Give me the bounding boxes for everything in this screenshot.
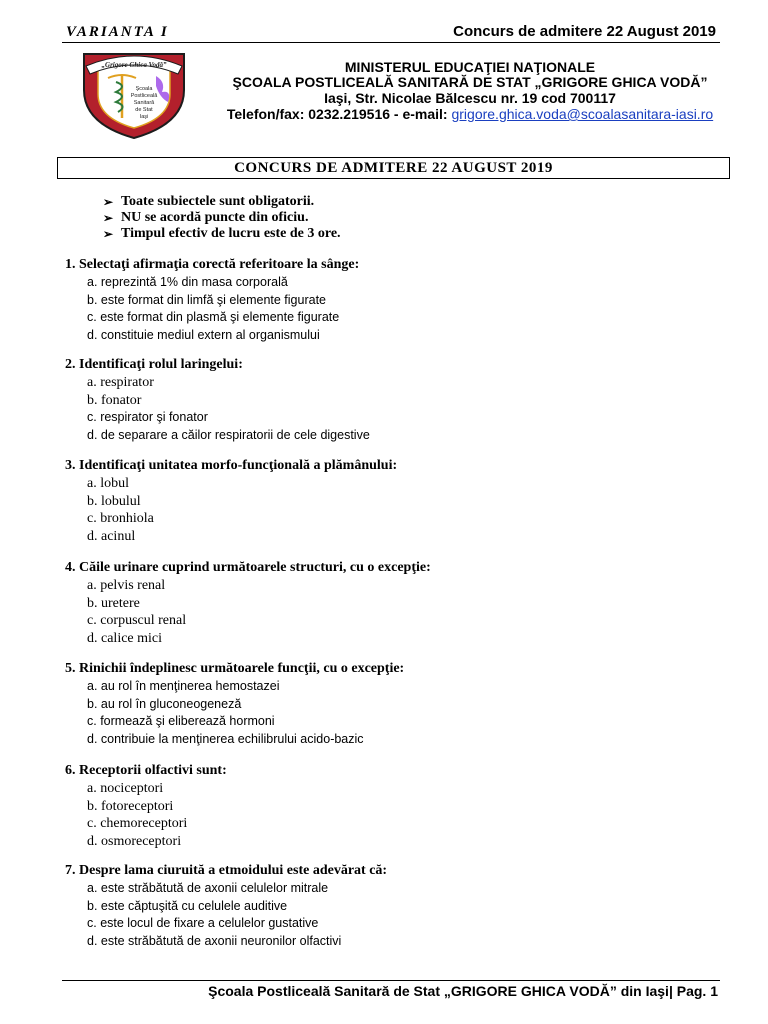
rule-item: ➢ Toate subiectele sunt obligatorii.	[103, 194, 315, 209]
answer-option: c. chemoreceptori	[87, 816, 188, 832]
question-text: 3. Identificaţi unitatea morfo-funcţională a plămânului:	[65, 458, 398, 473]
question-text: 4. Căile urinare cuprind următoarele structuri, cu o excepţie:	[65, 560, 431, 575]
arrow-bullet-icon: ➢	[103, 211, 114, 225]
question-1	[65, 256, 359, 344]
ministry-name: MINISTERUL EDUCAŢIEI NAŢIONALE	[344, 59, 596, 75]
answer-option: d. de separare a căilor respiratorii de cele digestive	[87, 427, 370, 442]
question-6	[65, 762, 227, 850]
answer-option: c. bronhiola	[87, 511, 154, 527]
answer-option: d. calice mici	[87, 630, 163, 646]
logo-text-5: Iaşi	[139, 114, 149, 120]
question-7	[65, 862, 387, 950]
answer-option: b. este căptuşită cu celulele auditive	[87, 898, 288, 913]
logo-text-2: Postliceală	[130, 93, 158, 99]
answer-option: a. pelvis renal	[87, 578, 166, 593]
rule-item: ➢ NU se acordă puncte din oficiu.	[103, 210, 309, 225]
answer-option: d. osmoreceptori	[87, 833, 182, 849]
school-address: Iaşi, Str. Nicolae Bălcescu nr. 19 cod 700117	[324, 90, 616, 106]
answer-option: a. au rol în menţinerea hemostazei	[87, 679, 280, 693]
answer-option: c. este format din plasmă şi elemente figurate	[87, 310, 340, 325]
logo-text-1: Şcoala	[135, 86, 153, 92]
header-divider	[62, 42, 720, 43]
answer-option: b. este format din limfă şi elemente figurate	[87, 292, 327, 307]
question-text: 7. Despre lama ciuruită a etmoidului este adevărat că:	[65, 863, 388, 878]
answer-option: c. respirator şi fonator	[87, 410, 208, 425]
question-4	[65, 559, 431, 647]
question-text: 5. Rinichii îndeplinesc următoarele funcţii, cu o excepţie:	[65, 661, 405, 676]
rules-list	[103, 194, 341, 242]
answer-option: d. acinul	[87, 528, 136, 544]
email-link[interactable]: grigore.ghica.voda@scoalasanitara-iasi.ro	[451, 106, 714, 122]
answer-option: b. uretere	[87, 595, 140, 611]
answer-option: b. au rol în gluconeogeneză	[87, 696, 242, 711]
arrow-bullet-icon: ➢	[103, 195, 114, 209]
footer-divider	[62, 980, 720, 981]
answer-option: b. fonator	[87, 392, 142, 408]
phone-label: Telefon/fax: 0232.219516 - e-mail:	[226, 106, 452, 122]
question-text: 2. Identificaţi rolul laringelui:	[65, 357, 243, 372]
contest-date-header: Concurs de admitere 22 August 2019	[453, 23, 716, 40]
answer-option: a. lobul	[87, 476, 129, 491]
answer-option: b. lobulul	[87, 493, 141, 509]
answer-option: c. formează şi eliberează hormoni	[87, 714, 275, 729]
page-footer: Şcoala Postliceală Sanitară de Stat „GRIGORE GHICA VODĂ” din Iaşi| Pag. 1	[208, 983, 718, 999]
answer-option: a. nociceptori	[87, 781, 164, 796]
answer-option: d. este străbătută de axonii neuronilor olfactivi	[87, 933, 342, 948]
answer-option: c. corpuscul renal	[87, 613, 187, 629]
contact-line	[220, 106, 720, 122]
answer-option: b. fotoreceptori	[87, 798, 174, 814]
answer-option: a. respirator	[87, 375, 154, 390]
answer-option: d. constituie mediul extern al organismului	[87, 327, 320, 342]
question-3	[65, 457, 397, 545]
logo-text-4: de Stat	[135, 107, 153, 113]
school-logo	[78, 46, 190, 140]
answer-option: a. este străbătută de axonii celulelor mitrale	[87, 881, 329, 895]
question-text: 6. Receptorii olfactivi sunt:	[65, 763, 227, 778]
logo-ribbon-text: „Grigore Ghica Vodă”	[101, 61, 167, 69]
question-5	[65, 660, 404, 748]
logo-text-3: Sanitară	[133, 100, 155, 106]
school-name: ŞCOALA POSTLICEALĂ SANITARĂ DE STAT „GRIGORE GHICA VODĂ”	[232, 74, 708, 90]
exam-title: CONCURS DE ADMITERE 22 AUGUST 2019	[57, 157, 730, 179]
rule-item: ➢ Timpul efectiv de lucru este de 3 ore.	[103, 226, 341, 241]
arrow-bullet-icon: ➢	[103, 227, 114, 241]
answer-option: a. reprezintă 1% din masa corporală	[87, 275, 288, 289]
variant-label: VARIANTA I	[66, 24, 169, 40]
question-text: 1. Selectaţi afirmaţia corectă referitoare la sânge:	[65, 257, 360, 272]
answer-option: c. este locul de fixare a celulelor gustative	[87, 916, 319, 931]
question-2	[65, 356, 370, 444]
answer-option: d. contribuie la menţinerea echilibrului acido-bazic	[87, 731, 364, 746]
